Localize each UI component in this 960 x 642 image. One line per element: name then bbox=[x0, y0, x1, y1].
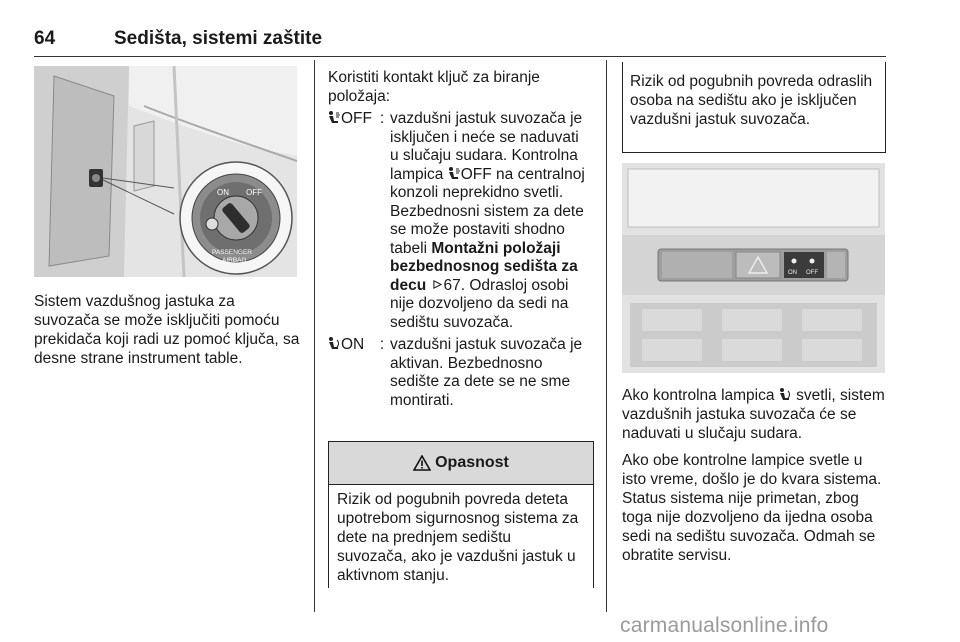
page-header bbox=[34, 26, 886, 57]
console-indicator-figure bbox=[622, 163, 885, 373]
switch-label-airbag: AIRBAG bbox=[222, 257, 247, 264]
status-desc-on: vazdušni jastuk suvozača je aktivan. Bezbednosno sedište za dete se ne sme montirati. bbox=[390, 336, 583, 409]
status-desc-off: vazdušni jastuk suvozača je isključen i neće se naduvati u slučaju sudara. Kontrolna lampica OFF na centralnoj konzoli neprekidno svetli. Bezbednosni sistem za dete se može postaviti shodno tabeli Montažni položaji bezbednosnog sedišta za decu 67. Odrasloj osobi nije dozvoljeno da sedi na sedištu suvozača. bbox=[390, 110, 585, 331]
figure-caption: Sistem vazdušnog jastuka za suvozača se može isključiti pomoću prekidača koji radi uz pomoć ključa, sa desne strane instrument table. bbox=[34, 293, 300, 367]
watermark: carmanualsonline.info bbox=[620, 614, 829, 637]
danger-warning-box bbox=[328, 441, 594, 588]
airbag-off-icon bbox=[328, 111, 341, 125]
switch-label-on: ON bbox=[217, 188, 229, 197]
intro-text: Koristiti kontakt ključ za biranje položaja: bbox=[328, 69, 540, 105]
airbag-status-table bbox=[328, 110, 590, 414]
center-console-illustration bbox=[622, 163, 885, 373]
switch-label-passenger: PASSENGER bbox=[212, 249, 252, 256]
status-key-off: OFF bbox=[341, 110, 372, 127]
cross-reference[interactable]: Montažni položaji bezbednosnog sedišta za decu bbox=[390, 239, 578, 294]
column-divider-2 bbox=[606, 60, 607, 612]
chapter-title: Sedišta, sistemi zaštite bbox=[114, 28, 323, 49]
warning-header bbox=[329, 442, 593, 485]
airbag-on-icon bbox=[779, 388, 792, 402]
key-switch-illustration bbox=[34, 66, 297, 277]
switch-label-off: OFF bbox=[246, 188, 262, 197]
console-label-off: OFF bbox=[806, 270, 818, 276]
warning-continuation-box bbox=[622, 62, 886, 153]
page-reference[interactable]: 67 bbox=[443, 276, 461, 294]
status-row-on: ON : vazdušni jastuk suvozača je aktivan. Bezbednosno sedište za dete se ne sme montirati. bbox=[328, 336, 590, 410]
warning-continuation-text: Rizik od pogubnih povreda odraslih osoba na sedištu ako je isključen vazdušni jastuk suvozača. bbox=[630, 73, 873, 128]
status-key-on: ON bbox=[341, 336, 365, 353]
airbag-key-switch-figure bbox=[34, 66, 297, 277]
console-label-on: ON bbox=[788, 270, 797, 276]
page-number: 64 bbox=[34, 28, 56, 49]
airbag-off-icon bbox=[448, 167, 461, 181]
warning-body: Rizik od pogubnih povreda deteta upotrebom sigurnosnog sistema za dete na prednjem sedištu suvozača, ako je vazdušni jastuk u aktivnom stanju. bbox=[337, 491, 579, 584]
status-row-off: OFF : vazdušni jastuk suvozača je isključen i neće se naduvati u slučaju sudara. Kontrolna lampica OFF na centralnoj konzoli neprekidno svetli. Bezbednosni sistem za dete se može postaviti shodno tabeli Montažni položaji bezbednosnog sedišta za decu 67. Odrasloj osobi nije dozvoljeno da sedi na sedištu suvozača. bbox=[328, 110, 590, 332]
warning-title: Opasnost bbox=[435, 454, 509, 471]
indicator-on-paragraph: Ako kontrolna lampica svetli, sistem vazdušnih jastuka suvozača će se naduvati u slučaju sudara. bbox=[622, 387, 885, 442]
column-divider-1 bbox=[314, 60, 315, 612]
fault-paragraph: Ako obe kontrolne lampice svetle u isto vreme, došlo je do kvara sistema. Status sistema nije primetan, zbog toga nije dozvoljeno da ijedna osoba sedi na sedištu suvozača. Odmah se obratite servisu. bbox=[622, 452, 882, 564]
warning-triangle-icon bbox=[413, 455, 431, 471]
page-reference-icon bbox=[433, 280, 442, 289]
airbag-on-icon bbox=[328, 337, 341, 351]
